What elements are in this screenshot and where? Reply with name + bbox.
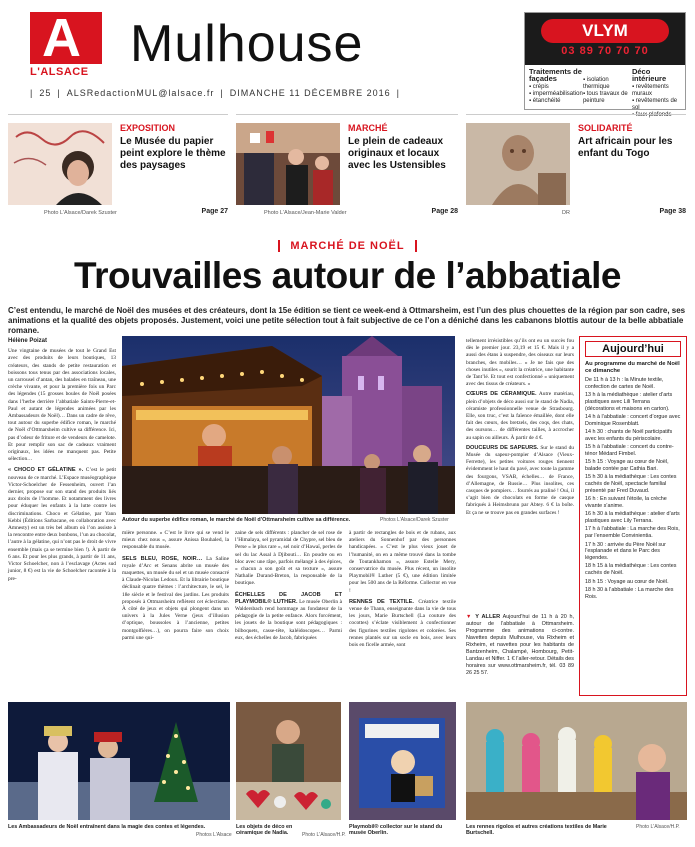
teaser-category: EXPOSITION <box>120 123 176 133</box>
article-column-1 <box>8 338 116 583</box>
article-column-4 <box>349 530 456 649</box>
practical-info-box: ▼ Y ALLER Aujourd’hui de 11 h à 20 h, autour de l’abbatiale à Ottmarsheim. Programme des animations ci-contre. Navettes depuis Mulhouse, via Rixheim et Rixheim, et navettes pour les habitants de Bantzenheim, Chalampé, Hombourg, Petit-Landau et Niffer. 1 € l’aller-retour. Détails des horaires sur www.ottmarsheim.fr, tél. 03 89 26 25 57. <box>466 614 574 676</box>
bottom-photo-credit: Photo L'Alsace/H.P. <box>302 832 346 838</box>
paragraph: mière personne. « C’est le livre qui se vend le mieux chez nous », assure Anissa Bouhaled, la responsable du musée. <box>122 530 229 551</box>
paragraph: zaine de sels différents : plancher de sel rose de l’Himalaya, sel pyramidal de Chypre, sel bleu de Perse « le plus rare », sel noir d’Hawaï, perles de sel du lac Assal à Djibouti… En poudre ou en bloc avec une râpe, parfois mélangé à des épices, « chacun a son goût et sa texture », assure Nathalie Durand-Breton, la responsable de la boutique. <box>235 530 342 587</box>
photo-playmobil <box>349 702 456 820</box>
teaser-page: Page 38 <box>659 208 686 215</box>
teaser-title[interactable]: Art africain pour les enfant du Togo <box>578 136 673 159</box>
ad-item: ▪ imperméabilisation <box>529 91 583 97</box>
program-item: 13 h à la médiathèque : atelier d’arts plastiques avec Lili Terrana (décorations et maisons en carton). <box>585 392 673 412</box>
program-item: 17 h à l’abbatiale : La marche des Rois, par l’ensemble Convinientia. <box>585 526 680 540</box>
ad-item: ▪ tous travaux de peinture <box>582 91 628 104</box>
author-byline: Hélène Poizat <box>8 338 48 344</box>
edition-title: Mulhouse <box>130 15 364 73</box>
program-item: 18 h 15 à la médiathèque : Les contes cachés de Noël. <box>585 563 677 577</box>
teaser-exposition[interactable] <box>8 114 228 222</box>
paragraph <box>349 599 456 649</box>
ad-item: ▪ isolation thermique <box>582 77 610 90</box>
rubric-label: MARCHÉ DE NOËL <box>278 240 416 252</box>
ad-col1-title: Traitements de façades <box>529 67 582 83</box>
teaser-title[interactable]: Le Musée du papier peint explore le thème des paysages <box>120 136 226 171</box>
program-item: 15 h 15 : Voyage au cœur de Noël, balade contée par Cathia Bari. <box>585 459 669 473</box>
bottom-photo-credit: Photos L'Alsace <box>196 832 232 838</box>
info-text: Aujourd’hui de 11 h à 20 h, autour de l’abbatiale à Ottmarsheim. Programme des animations ci-contre. Navettes depuis Mulhouse, via Rixheim et Rixheim, et navettes pour les habitants de Bantzenheim, Chalampé, Hombourg, Petit-Landau et Niffer. 1 € l’aller-retour. Détails des horaires sur www.ottmarsheim.fr, tél. 03 89 26 25 57. <box>466 614 574 676</box>
teaser-marche[interactable] <box>236 114 458 222</box>
ad-item: ▪ revêtements de sol <box>631 98 678 111</box>
program-item: 15 h à l’abbatiale : concert du contre-ténor Médard Fimbel. <box>585 444 674 457</box>
ad-item: ▪ crépis <box>529 84 549 90</box>
photo-textile-reindeer <box>466 702 687 820</box>
program-item: De 11 h à 13 h : la Minute textile, confection de cartes de Noël. <box>585 377 664 390</box>
paragraph: à partir de rectangles de bois et de rubans, aux ateliers du Sonnenhof par des personnes handicapées. « C’est le plus vieux jouet de l’humanité, on en a même trouvé dans la tombe de Toutankhamon », assure Estelle Mery, conservatrice du musée. Plus récent, un insolite Playmobil® Luther (5 €), une édition limitée pour les 500 ans de la Réforme. Collector en vue ! <box>349 530 456 594</box>
rubric <box>0 236 695 254</box>
photo-credit: Photo L'Alsace/Darek Szuster <box>44 210 117 216</box>
ad-item: ▪ revêtements muraux <box>631 84 669 97</box>
program-item: 14 h à l’abbatiale : concert d’orgue avec Dominique Rosenblatt. <box>585 413 681 427</box>
paragraph-text: Créatrice textile venue de Thann, enseignante dans la vie de tous les jours, Marie Burtschell (La couture des cocottes) s’éclate visiblement à confectionner des figurines textiles rigolotes et colorées. Ses rennes plantés sur un socle en bois, avec leurs bois en ficelle armée, sont <box>349 598 456 649</box>
paragraph-text: Autre matériau, plein d’objets de déco aussi sur le stand de Nadia, céramiste professionnelle venue de Strasbourg. Elle, son truc, c’est la faïence émaillée, dont elle fait des cœurs, des bretzels, des coqs, des chats, des oursons… de différentes tailles, à accrocher au sapin ou ailleurs. À partir de 4 €. <box>466 391 574 441</box>
section-subhead: CŒURS DE CÉRAMIQUE. <box>466 391 537 398</box>
section-subhead: « CHOCO ET GÉLATINE ». <box>8 467 84 474</box>
program-item: 17 h 30 : arrivée du Père Noël sur l’esplanade et dans le Parc des légendes. <box>585 541 666 562</box>
article-column-3 <box>235 530 342 642</box>
vlym-advertisement <box>524 12 686 118</box>
paragraph <box>235 592 342 642</box>
teaser-photo <box>236 123 340 205</box>
sidebar-title: Aujourd’hui <box>585 341 681 357</box>
main-photo-caption: Autour du superbe édifice roman, le marché de Noël d’Ottmarsheim cultive sa différence. <box>122 517 351 523</box>
issue-date: DIMANCHE 11 DÉCEMBRE 2016 <box>229 88 391 98</box>
newsroom-email[interactable]: ALSRedactionMUL@lalsace.fr <box>66 88 215 98</box>
bottom-photo-credit: Photo L'Alsace/H.P. <box>636 824 680 830</box>
page-number: 25 <box>39 88 52 98</box>
article-column-5 <box>466 338 574 517</box>
paragraph <box>466 391 574 441</box>
program-item: 18 h 30 à l’abbatiale : La marche des Rois. <box>585 586 674 600</box>
today-program-sidebar <box>579 336 687 696</box>
teaser-page: Page 27 <box>201 208 228 215</box>
bottom-photo-caption: Les rennes rigolos et autres créations textiles de Marie Burtschell. <box>466 824 607 836</box>
bottom-photo-caption: Playmobil® collector sur le stand du musée Oberlin. <box>349 824 443 836</box>
program-item: 15 h 30 à la médiathèque : Les contes cachés de Noël, spectacle familial présenté par Fred Duvaud. <box>585 474 677 494</box>
paragraph: tellement irrésistibles qu’ils ont eu un succès fou dès le premier jour. 23,19 et 15 €. Mais il y a aussi des étans à suspendre, des oiseaux sur leurs branches, des mobiles… « Je ne fais que des choses inutiles », sourit la créatrice, une habitante de Tant’lé. Et tout est confectionné « uniquement avec des tissus de créateurs. » <box>466 338 574 388</box>
main-photo-market-abbey <box>122 336 455 514</box>
paragraph-text: Sur le stand du Musée du sapeur-pompier d’Alsace (Vieux-Ferrette), les petites voitures rouges tiennent évidemment le haut du pavé, avec toute la gamme des fourgons, VSAB, échelles… de France, d’Allemagne, de Russie… Plus insolites, ces casques de pompiers… fourrés au praliné ! Oui, il s’agit bien de chocolats en forme de casque fabriqués à Heimsbrunn par Abtey. 6 € la boîte. Et ça ne se trouve pas en grandes surfaces ! <box>466 444 574 516</box>
main-photo-credit: Photos L'Alsace/Darek Szuster <box>380 517 449 523</box>
teaser-title[interactable]: Le plein de cadeaux originaux et locaux avec les Ustensibles <box>348 136 446 171</box>
teaser-photo <box>8 123 112 205</box>
article-lead: C’est entendu, le marché de Noël des musées et des créateurs, dont la 15e édition se tient ce week-end à Ottmarsheim, est l’un des plus chouettes de la région par son cadre, ses animations et la qualité des objets proposés. Justement, voici une petite sélection tout à fait subjective de ce l’on a déniché dans les cabanons blottis autour de la belle abbatiale romane. <box>8 306 686 335</box>
teaser-category: SOLIDARITÉ <box>578 123 633 133</box>
teaser-page: Page 28 <box>431 208 458 215</box>
logo-word: L'ALSACE <box>30 66 89 78</box>
paragraph-text: Le musée Oberlin à Waldersbach rend hommage au fondateur de la pédagogie de la petite enfance. Alors forcément, les jouets de la boutique sont pédagogiques : bilboquets, casse-tête, kaléidoscopes… Parmi eux, des échelles de Jacob, fabriquées <box>235 598 342 641</box>
program-item: 16 h 30 à la médiathèque : atelier d’arts plastiques avec Lily Terrana. <box>585 511 680 525</box>
photo-ambassadors <box>8 702 230 820</box>
ad-col3-title: Déco intérieure <box>631 67 667 83</box>
paragraph <box>122 556 229 642</box>
bottom-photo-caption: Les Ambassadeurs de Noël entraînent dans la magie des contes et légendes. <box>8 824 206 830</box>
program-item: 16 h : En suivant l’étoile, la crèche vivante s’anime. <box>585 496 667 510</box>
bottom-photo-caption: Les objets de déco en céramique de Nadia. <box>236 824 293 836</box>
folio-line: | 25 | ALSRedactionMUL@lalsace.fr | DIMANCHE 11 DÉCEMBRE 2016 | <box>30 88 400 98</box>
paragraph: Une vingtaine de musées de tout le Grand Est avec des produits de leurs boutiques, 13 créateurs, des stands de petite restauration et boissons tous tenus par des associations locales, un carrousel d’antan, des balades en traîneau, une crèche vivante, et pour la première fois un Parc des légendes (15 grosses boules de Noël posées dans l’herbe derrière l’abbatiale Saints-Pierre-et-Paul et autant de légendes animées par les Ambassadeurs de Noël)… Dans un cadre de rêve, tout autour du superbe édifice roman, le marché de Noël d’Ottmarsheim cultive sa différence. Ici, pas d’odeur de friture et de vendeurs de camelote. Et pour remplir son sac de cadeaux vraiment originaux, les idées ne manquent pas. Petite sélection… <box>8 348 116 463</box>
section-subhead: RENNES DE TEXTILE. <box>349 598 414 605</box>
paragraph <box>8 467 116 582</box>
paragraph-text: C’est le petit nouveau de ce marché. L’Espace muséographique Victor-Schoelcher de Fessenheim, ouvert l’an dernier, propose sur son stand des produits liés aux droits de l’homme. Et notamment des livres pour éduquer les enfants à la lutte contre les discriminations. Choco et Gélatine, par Yann Kebbi (Éditions Sarbacane, en collaboration avec Amnesty) est un très bel album où l’on assiste à la rencontre entre deux bonbons, l’un au chocolat, l’autre à la gélatine, qui n’ont pas le droit de vivre ensemble (mais ça se termine bien !). À partir de 6 ans. Et pour les plus grands, à partir de 11 ans, Victor Schoelcher, non à l’esclavage (Actes sud junior, 8 €) est la vie de Schoelcher racontée à la pre- <box>8 467 116 582</box>
photo-ceramics <box>236 702 341 820</box>
ad-item: ▪ étanchéité <box>529 98 561 104</box>
teaser-category: MARCHÉ <box>348 123 388 133</box>
article-column-2 <box>122 530 229 642</box>
photo-credit: Photo L'Alsace/Jean-Marie Valder <box>264 210 347 216</box>
info-head: Y ALLER <box>475 614 501 620</box>
ad-item: ▪ faux plafonds <box>631 112 672 118</box>
section-subhead: ÉCHELLES DE JACOB ET PLAYMOBIL® LUTHER. <box>235 591 342 605</box>
headline: Trouvailles autour de l’abbatiale <box>74 255 621 296</box>
ad-brand: VLYM <box>541 19 669 43</box>
teaser-solidarite[interactable] <box>466 114 686 222</box>
photo-credit: DR <box>562 210 570 216</box>
ad-phone: 03 89 70 70 70 <box>561 45 649 57</box>
program-item: 14 h 30 : chants de Noël participatifs avec les enfants du périscolaire. <box>585 429 673 442</box>
paragraph-text: La Saline royale d’Arc et Senans abrite un musée des maquettes, un musée du sel et un musée consacré à Claude-Nicolas Ledoux. Et la librairie boutique déclinait quatre thèmes : l’architecture, le sel, le 18e siècle et le festival des jardins. Les produits proposés à Ottmarsheim reflètent cet éclectisme. À côté de jeux et objets qui plongent dans un univers à la Jules Verne (jeux d’illusion d’optique, boussoles à l’ancienne, petites montgolfières…), on pourra faire son choix parmi une qui- <box>122 555 229 641</box>
paragraph <box>466 445 574 517</box>
newspaper-logo: A L'ALSACE <box>30 12 102 78</box>
section-subhead: DOUCEURS DE SAPEURS. <box>466 444 539 451</box>
teaser-photo <box>466 123 570 205</box>
sidebar-intro: Au programme du marché de Noël ce dimanche <box>585 361 680 374</box>
program-item: 18 h 15 : Voyage au cœur de Noël. <box>585 578 669 585</box>
section-subhead: SELS BLEU, ROSE, NOIR… <box>122 555 203 562</box>
